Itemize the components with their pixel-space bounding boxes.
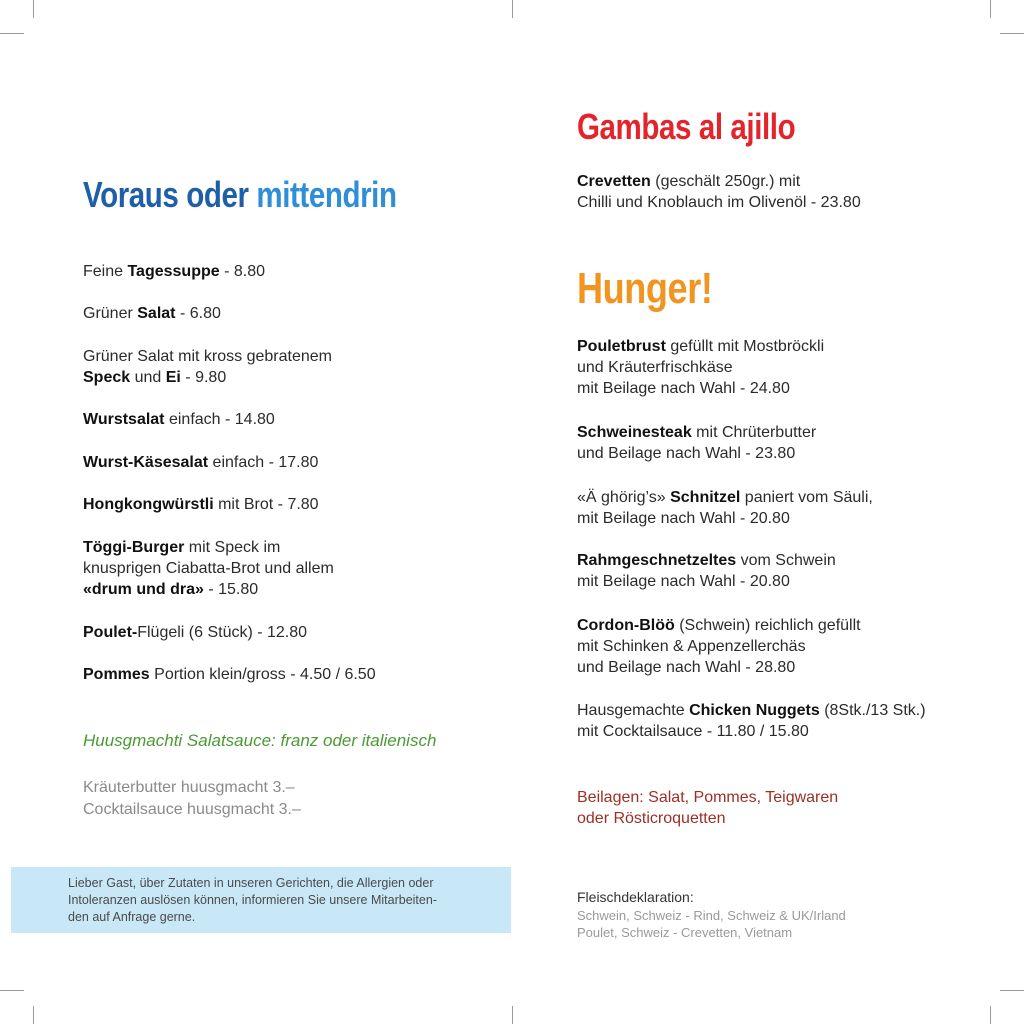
allergy-notice: Lieber Gast, über Zutaten in unseren Gerichten, die Allergien oder Intoleranzen auslösen können, informieren Sie unsere Mitarbeiten- den auf Anfrage gerne. <box>11 867 511 933</box>
extra-item: Kräuterbutter huusgmacht 3.– <box>83 779 295 796</box>
crop-mark <box>990 0 991 18</box>
menu-item: Hongkongwürstli mit Brot - 7.80 <box>83 496 319 513</box>
crop-mark <box>512 0 513 18</box>
crop-mark <box>1000 33 1024 34</box>
salad-sauce-note: Huusgmachti Salatsauce: franz oder italienisch <box>83 731 437 750</box>
fleisch-title: Fleischdeklaration: <box>577 889 694 905</box>
menu-item: Pouletbrust gefüllt mit Mostbröckli und Kräuterfrischkäse mit Beilage nach Wahl - 24.80 <box>577 338 825 397</box>
menu-item: Hausgemachte Chicken Nuggets (8Stk./13 Stk.) mit Cocktailsauce - 11.80 / 15.80 <box>577 702 926 740</box>
menu-item: Pommes Portion klein/gross - 4.50 / 6.50 <box>83 666 376 683</box>
heading-gambas: Gambas al ajillo <box>577 106 796 147</box>
menu-item: Schweinesteak mit Chrüterbutter und Beilage nach Wahl - 23.80 <box>577 424 817 462</box>
crop-mark <box>33 1006 34 1024</box>
crop-mark <box>0 990 24 991</box>
crop-mark <box>990 1006 991 1024</box>
crop-mark <box>512 1006 513 1024</box>
crop-mark <box>1000 990 1024 991</box>
menu-item: Wurstsalat einfach - 14.80 <box>83 411 275 428</box>
menu-item: Poulet-Flügeli (6 Stück) - 12.80 <box>83 624 308 641</box>
menu-item: Cordon-Blöö (Schwein) reichlich gefüllt mit Schinken & Appenzellerchäs und Beilage nach Wahl - 28.80 <box>577 617 861 676</box>
menu-item: Rahmgeschnetzeltes vom Schwein mit Beilage nach Wahl - 20.80 <box>577 552 836 590</box>
beilagen-note: Beilagen: Salat, Pommes, Teigwaren oder Rösticroquetten <box>577 789 839 827</box>
menu-item: Feine Tagessuppe - 8.80 <box>83 263 265 280</box>
menu-item: Töggi-Burger mit Speck im knusprigen Ciabatta-Brot und allem «drum und dra» - 15.80 <box>83 539 334 598</box>
fleisch-line: Schwein, Schweiz - Rind, Schweiz & UK/Irland <box>577 908 846 923</box>
menu-item: Grüner Salat - 6.80 <box>83 305 221 322</box>
crop-mark <box>0 33 24 34</box>
menu-item: Crevetten (geschält 250gr.) mit Chilli und Knoblauch im Olivenöl - 23.80 <box>577 173 861 211</box>
fleisch-line: Poulet, Schweiz - Crevetten, Vietnam <box>577 925 793 940</box>
extra-item: Cocktailsauce huusgmacht 3.– <box>83 801 301 818</box>
heading-voraus: Voraus oder mittendrin <box>83 174 397 215</box>
menu-item: Wurst-Käsesalat einfach - 17.80 <box>83 454 319 471</box>
heading-hunger: Hunger! <box>577 264 713 313</box>
crop-mark <box>33 0 34 18</box>
menu-item: «Ä ghörig’s» Schnitzel paniert vom Säuli, mit Beilage nach Wahl - 20.80 <box>577 489 873 527</box>
menu-item: Grüner Salat mit kross gebratenem Speck und Ei - 9.80 <box>83 348 332 386</box>
